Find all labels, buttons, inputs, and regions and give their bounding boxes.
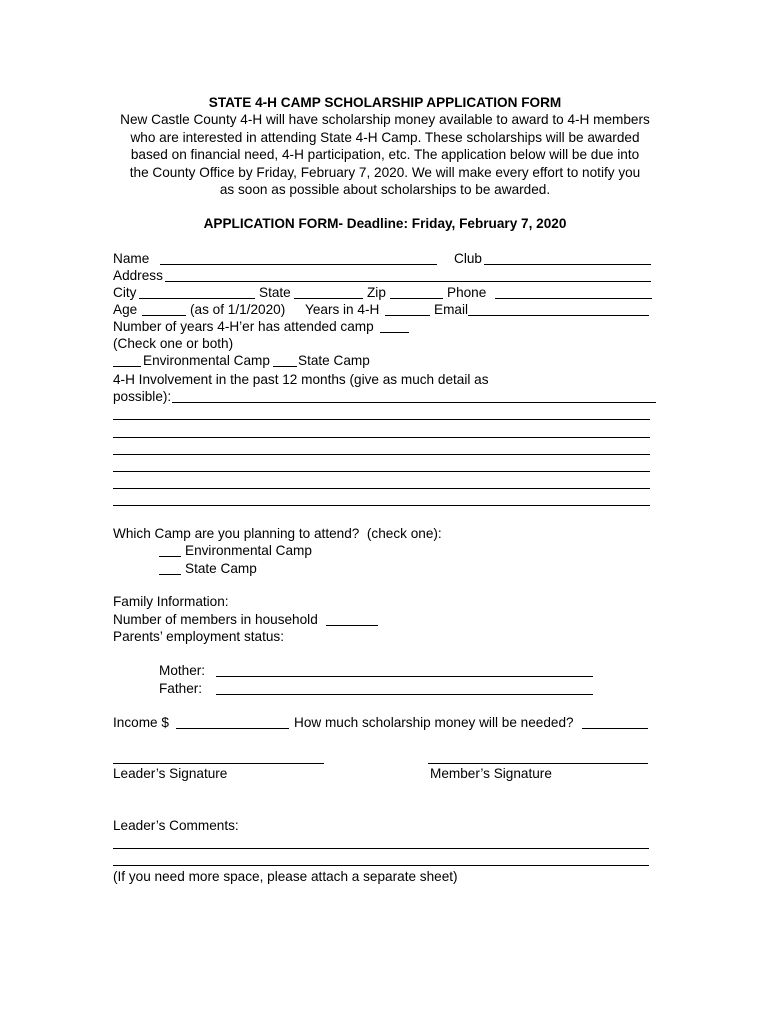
intro-line-1: New Castle County 4-H will have scholarship money available to award to 4-H members xyxy=(120,112,650,127)
years-field[interactable] xyxy=(385,315,430,316)
email-field[interactable] xyxy=(468,315,649,316)
leader-signature-field[interactable] xyxy=(113,763,324,764)
zip-label: Zip xyxy=(367,285,386,300)
involvement-field-line[interactable] xyxy=(113,471,650,472)
state-camp-checkbox[interactable] xyxy=(273,366,297,367)
option-state-checkbox[interactable] xyxy=(159,574,181,575)
option-env-label: Environmental Camp xyxy=(185,543,312,558)
env-camp-label: Environmental Camp xyxy=(143,353,270,368)
involvement-label: 4-H Involvement in the past 12 months (give as much detail as xyxy=(113,372,489,387)
zip-field[interactable] xyxy=(390,298,443,299)
city-field[interactable] xyxy=(139,298,255,299)
state-label: State xyxy=(259,285,291,300)
comments-field-line[interactable] xyxy=(113,865,649,866)
intro-line-3: based on financial need, 4-H participation, etc. The application below will be due into xyxy=(130,147,640,162)
family-heading: Family Information: xyxy=(113,594,229,609)
name-label: Name xyxy=(113,251,150,266)
involvement-label-2: possible): xyxy=(113,389,172,404)
leader-signature-label: Leader’s Signature xyxy=(113,766,228,781)
phone-label: Phone xyxy=(447,285,487,300)
scholarship-label: How much scholarship money will be needed? xyxy=(294,715,574,730)
camp-question: Which Camp are you planning to attend? (check one): xyxy=(113,526,442,541)
env-camp-checkbox[interactable] xyxy=(113,366,141,367)
income-label: Income $ xyxy=(113,715,169,730)
phone-field[interactable] xyxy=(495,298,652,299)
age-field[interactable] xyxy=(142,315,186,316)
father-field[interactable] xyxy=(216,694,593,695)
involvement-field-line[interactable] xyxy=(172,402,656,403)
name-field[interactable] xyxy=(160,264,437,265)
years-camp-field[interactable] xyxy=(380,332,409,333)
option-env-checkbox[interactable] xyxy=(159,556,181,557)
form-title: STATE 4-H CAMP SCHOLARSHIP APPLICATION FORM xyxy=(208,95,562,110)
age-label: Age xyxy=(113,302,138,317)
check-note: (Check one or both) xyxy=(113,336,234,351)
mother-field[interactable] xyxy=(216,676,593,677)
member-signature-label: Member’s Signature xyxy=(430,766,552,781)
club-field[interactable] xyxy=(484,264,651,265)
involvement-field-line[interactable] xyxy=(113,419,650,420)
years-camp-label: Number of years 4-H’er has attended camp xyxy=(113,319,374,334)
comments-label: Leader’s Comments: xyxy=(113,818,239,833)
income-field[interactable] xyxy=(176,728,289,729)
involvement-field-line[interactable] xyxy=(113,505,650,506)
age-note: (as of 1/1/2020) xyxy=(190,302,286,317)
years-label: Years in 4-H xyxy=(305,302,380,317)
club-label: Club xyxy=(454,251,482,266)
involvement-field-line[interactable] xyxy=(113,437,650,438)
involvement-field-line[interactable] xyxy=(113,454,650,455)
address-label: Address xyxy=(113,268,163,283)
father-label: Father: xyxy=(159,681,203,696)
involvement-field-line[interactable] xyxy=(113,488,650,489)
member-signature-field[interactable] xyxy=(428,763,648,764)
members-field[interactable] xyxy=(326,625,378,626)
mother-label: Mother: xyxy=(159,663,206,678)
city-label: City xyxy=(113,285,137,300)
address-field[interactable] xyxy=(165,281,651,282)
members-label: Number of members in household xyxy=(113,612,318,627)
email-label: Email xyxy=(434,302,468,317)
intro-line-2: who are interested in attending State 4-H Camp. These scholarships will be awarded xyxy=(130,129,640,145)
comments-field-line[interactable] xyxy=(113,848,649,849)
intro-line-4: the County Office by Friday, February 7, 2020. We will make every effort to notify you xyxy=(129,164,641,180)
option-state-label: State Camp xyxy=(185,561,257,576)
deadline-heading: APPLICATION FORM- Deadline: Friday, February 7, 2020 xyxy=(203,216,567,231)
intro-line-5: as soon as possible about scholarships to be awarded. xyxy=(219,182,551,197)
employment-label: Parents’ employment status: xyxy=(113,629,285,644)
state-camp-label: State Camp xyxy=(298,353,370,368)
scholarship-field[interactable] xyxy=(582,728,648,729)
state-field[interactable] xyxy=(294,298,363,299)
comments-note: (If you need more space, please attach a separate sheet) xyxy=(113,869,458,884)
